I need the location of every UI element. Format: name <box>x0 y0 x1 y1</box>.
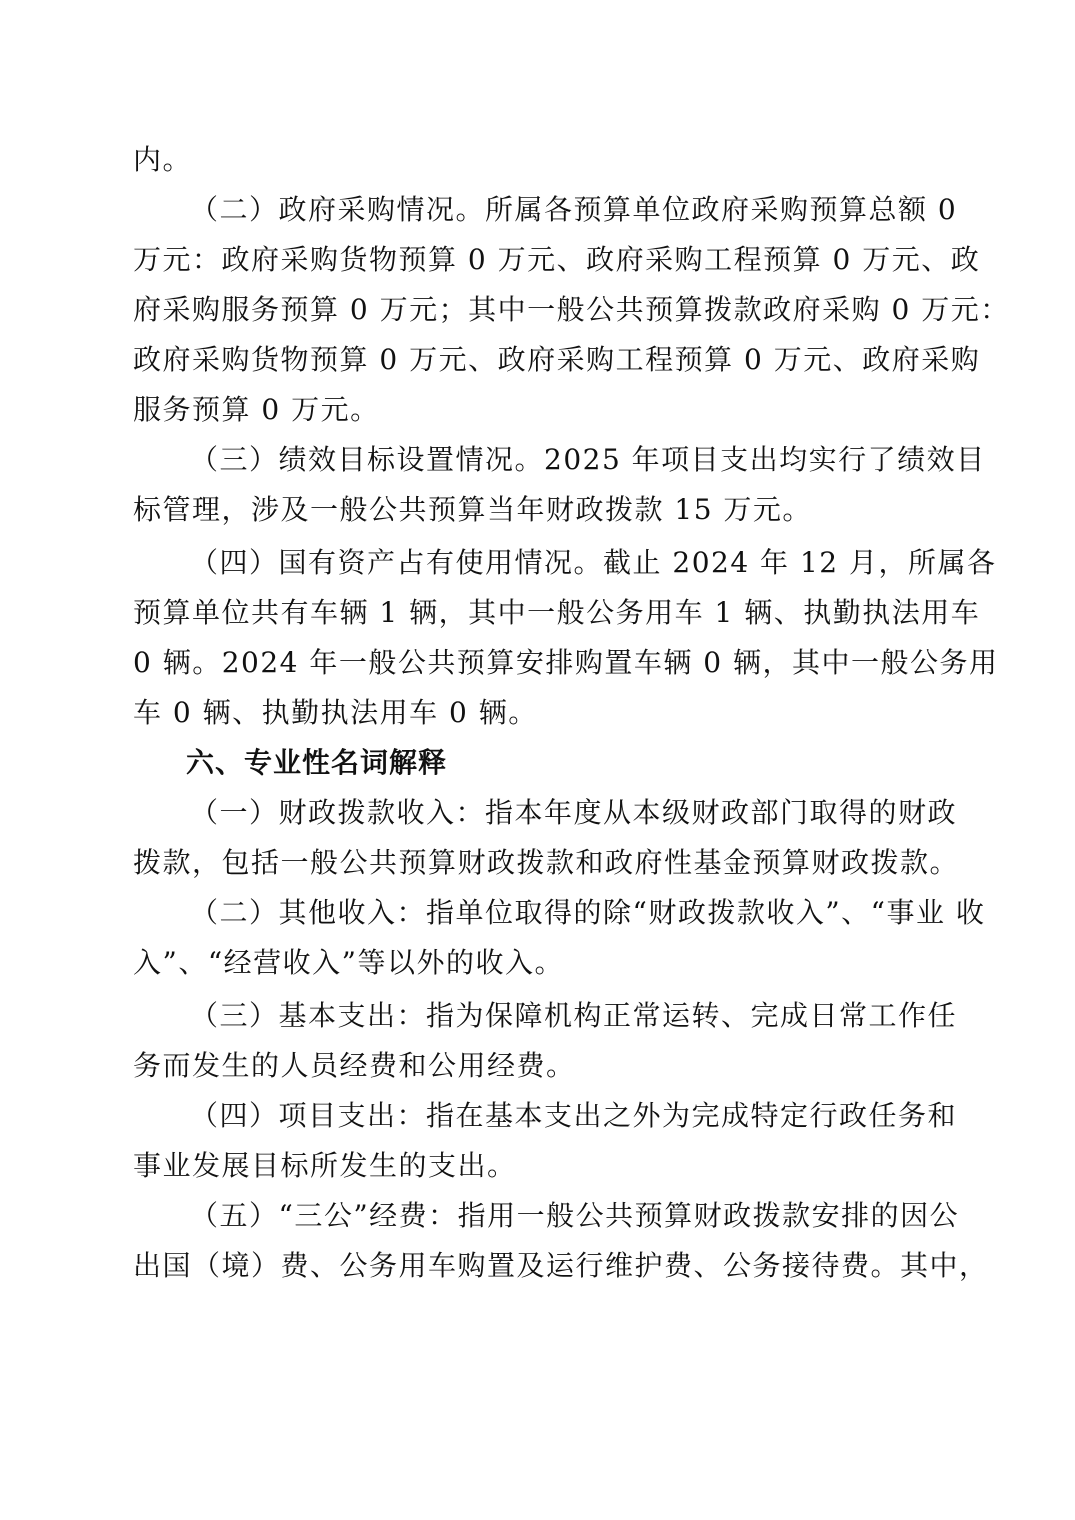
text-line: 车 0 辆、执勤执法用车 0 辆。 <box>133 696 538 729</box>
text-line: 政府采购货物预算 0 万元、政府采购工程预算 0 万元、政府采购 <box>133 343 981 376</box>
text-line: （二）其他收入：指单位取得的除“财政拨款收入”、“事业 收 <box>190 896 986 929</box>
text-line: （四）项目支出：指在基本支出之外为完成特定行政任务和 <box>190 1099 958 1132</box>
text-line: 府采购服务预算 0 万元；其中一般公共预算拨款政府采购 0 万元： <box>133 293 1010 326</box>
text-line: 万元：政府采购货物预算 0 万元、政府采购工程预算 0 万元、政 <box>133 243 981 276</box>
text-line: 标管理，涉及一般公共预算当年财政拨款 15 万元。 <box>133 493 812 526</box>
text-line: 内。 <box>133 143 193 176</box>
text-line: （一）财政拨款收入：指本年度从本级财政部门取得的财政 <box>190 796 958 829</box>
text-line: 务而发生的人员经费和公用经费。 <box>133 1049 576 1082</box>
text-line: 预算单位共有车辆 1 辆，其中一般公务用车 1 辆、执勤执法用车 <box>133 596 981 629</box>
text-line: （四）国有资产占有使用情况。截止 2024 年 12 月，所属各 <box>190 546 997 579</box>
section-heading: 六、专业性名词解释 <box>186 746 448 779</box>
text-line: 服务预算 0 万元。 <box>133 393 380 426</box>
text-line: （三）基本支出：指为保障机构正常运转、完成日常工作任 <box>190 999 958 1032</box>
text-line: 0 辆。2024 年一般公共预算安排购置车辆 0 辆，其中一般公务用 <box>133 646 999 679</box>
text-line: （五）“三公”经费：指用一般公共预算财政拨款安排的因公 <box>190 1199 960 1232</box>
text-line: 入”、“经营收入”等以外的收入。 <box>133 946 564 979</box>
text-line: 拨款，包括一般公共预算财政拨款和政府性基金预算财政拨款。 <box>133 846 960 879</box>
text-line: （二）政府采购情况。所属各预算单位政府采购预算总额 0 <box>190 193 958 226</box>
text-line: （三）绩效目标设置情况。2025 年项目支出均实行了绩效目 <box>190 443 986 476</box>
text-line: 事业发展目标所发生的支出。 <box>133 1149 517 1182</box>
text-line: 出国（境）费、公务用车购置及运行维护费、公务接待费。其中， <box>133 1249 989 1282</box>
